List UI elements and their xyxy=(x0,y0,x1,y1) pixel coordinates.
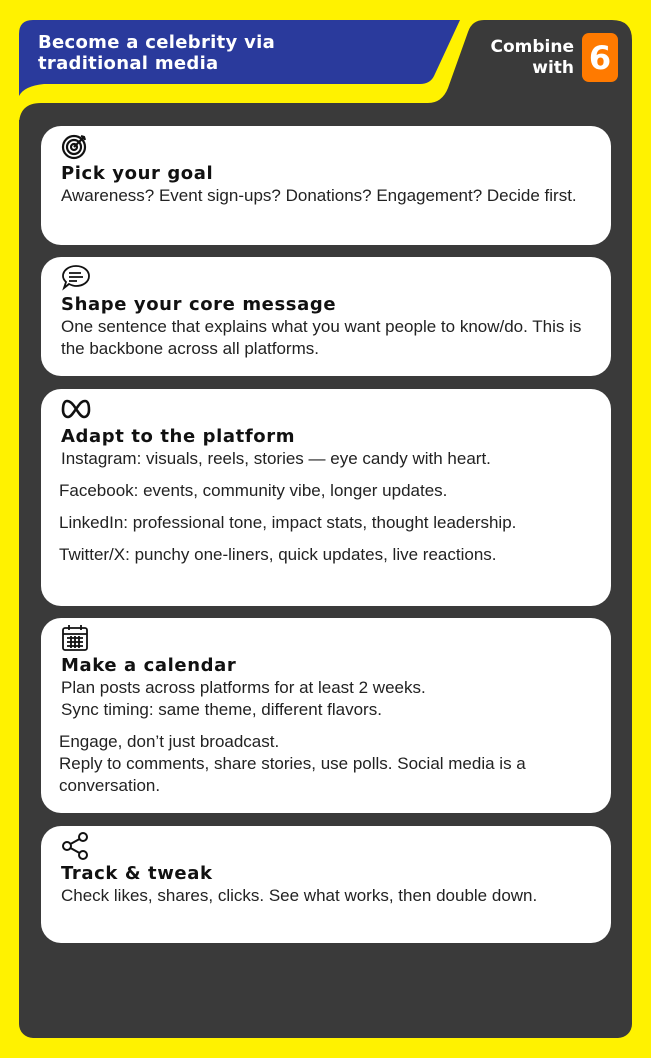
title-line: traditional media xyxy=(38,53,219,74)
page-title xyxy=(38,32,275,74)
share-icon xyxy=(61,832,591,860)
card-title: Shape your core message xyxy=(61,294,337,315)
card-text: Awareness? Event sign-ups? Donations? Engagement? Decide first. xyxy=(61,186,577,205)
combine-label xyxy=(478,37,574,79)
card-text: Facebook: events, community vibe, longer updates. xyxy=(59,481,448,500)
title-line: Become a celebrity via xyxy=(38,32,276,53)
card-text: Twitter/X: punchy one-liners, quick updates, live reactions. xyxy=(59,545,497,564)
card-core-message xyxy=(41,257,611,376)
chat-bubble-icon xyxy=(61,263,591,291)
card-text: LinkedIn: professional tone, impact stats, thought leadership. xyxy=(59,513,517,532)
meta-infinity-icon xyxy=(61,395,591,423)
card-title: Pick your goal xyxy=(61,163,214,184)
card-pick-goal xyxy=(41,126,611,245)
card-adapt-platform xyxy=(41,389,611,606)
calendar-icon xyxy=(61,624,591,652)
card-text: Engage, don’t just broadcast. xyxy=(59,732,280,751)
card-calendar xyxy=(41,618,611,813)
card-title: Make a calendar xyxy=(61,655,237,676)
combine-line: Combine xyxy=(490,37,574,57)
card-title: Track & tweak xyxy=(61,863,213,884)
card-title: Adapt to the platform xyxy=(61,426,296,447)
card-text: Plan posts across platforms for at least 2 weeks. xyxy=(61,678,426,697)
combine-line: with xyxy=(532,58,574,78)
card-text: Check likes, shares, clicks. See what works, then double down. xyxy=(61,886,538,905)
card-text: One sentence that explains what you want people to know/do. This is the backbone across all platforms. xyxy=(61,317,582,358)
target-icon xyxy=(61,132,591,160)
card-track-tweak xyxy=(41,826,611,943)
combine-count-badge: 6 xyxy=(582,33,618,82)
card-text: Reply to comments, share stories, use polls. Social media is a conversation. xyxy=(59,754,526,795)
card-text: Sync timing: same theme, different flavors. xyxy=(61,700,382,719)
card-text: Instagram: visuals, reels, stories — eye candy with heart. xyxy=(61,449,491,468)
